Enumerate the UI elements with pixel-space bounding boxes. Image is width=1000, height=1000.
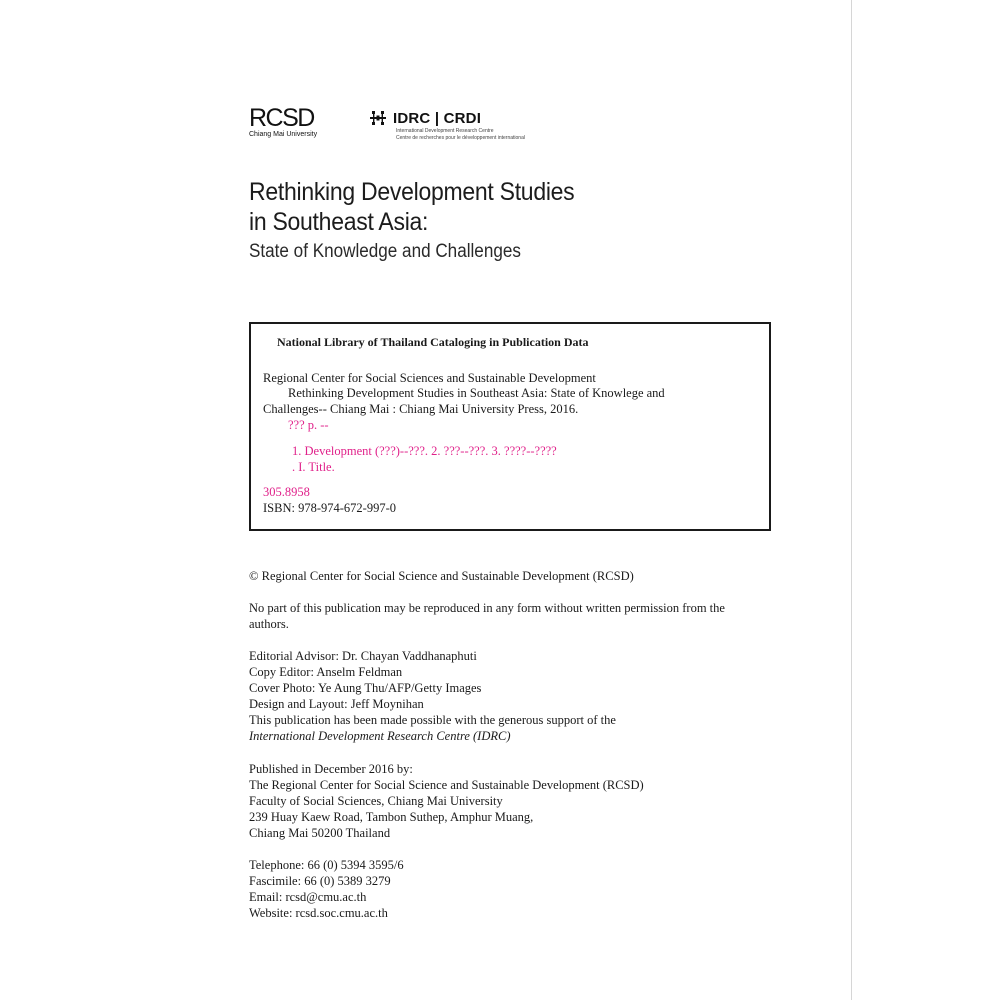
cip-subjects-line-2: . I. Title. — [292, 460, 335, 474]
copyright-notice — [249, 568, 779, 584]
rcsd-logo — [249, 106, 321, 142]
credit-support-org: International Development Research Centre (IDRC) — [249, 729, 511, 743]
cip-title-line-2: Challenges-- Chiang Mai : Chiang Mai University Press, 2016. — [263, 402, 579, 416]
idrc-logo — [369, 108, 549, 150]
book-title — [249, 177, 764, 237]
rights-line-1: No part of this publication may be reproduced in any form without written permission from the — [249, 601, 725, 615]
idrc-subtitle-fr: Centre de recherches pour le développement international — [396, 135, 525, 141]
idrc-logo-mark: IDRC | CRDI — [393, 109, 482, 127]
publisher-address-line-2: Chiang Mai 50200 Thailand — [249, 826, 391, 840]
publisher-address-line-1: 239 Huay Kaew Road, Tambon Suthep, Amphur Muang, — [249, 810, 534, 824]
credits-block — [249, 648, 779, 744]
book-title-line-2: in Southeast Asia: — [249, 208, 429, 236]
book-subtitle: State of Knowledge and Challenges — [249, 241, 521, 262]
credit-editorial-advisor: Editorial Advisor: Dr. Chayan Vaddhanaphuti — [249, 649, 477, 663]
cip-subjects-line-1: 1. Development (???)--???. 2. ???--???. 3. ????--???? — [292, 444, 557, 458]
contact-telephone: Telephone: 66 (0) 5394 3595/6 — [249, 858, 404, 872]
contact-block — [249, 857, 779, 921]
publisher-name: The Regional Center for Social Science and Sustainable Development (RCSD) — [249, 778, 644, 792]
rcsd-logo-subtitle: Chiang Mai University — [249, 131, 318, 138]
contact-fax: Fascimile: 66 (0) 5389 3279 — [249, 874, 391, 888]
cip-isbn: ISBN: 978-974-672-997-0 — [263, 501, 396, 515]
credit-support: This publication has been made possible with the generous support of the — [249, 713, 616, 727]
published-date: Published in December 2016 by: — [249, 762, 413, 776]
cip-heading: National Library of Thailand Cataloging in Publication Data — [277, 335, 589, 349]
cip-title-line-1: Rethinking Development Studies in Southeast Asia: State of Knowlege and — [288, 386, 665, 400]
idrc-subtitle-en: International Development Research Centre — [396, 128, 494, 134]
publisher-faculty: Faculty of Social Sciences, Chiang Mai University — [249, 794, 503, 808]
publisher-block — [249, 761, 779, 841]
copyright-line: © Regional Center for Social Science and Sustainable Development (RCSD) — [249, 569, 634, 583]
rcsd-logo-mark: RCSD — [249, 104, 314, 132]
cip-classification: 305.8958 — [263, 485, 310, 499]
contact-email: Email: rcsd@cmu.ac.th — [249, 890, 367, 904]
contact-website: Website: rcsd.soc.cmu.ac.th — [249, 906, 388, 920]
cataloging-in-publication-box — [249, 322, 771, 531]
credit-copy-editor: Copy Editor: Anselm Feldman — [249, 665, 403, 679]
page-edge — [851, 0, 852, 1000]
cip-author: Regional Center for Social Sciences and Sustainable Development — [263, 371, 596, 385]
credit-cover-photo: Cover Photo: Ye Aung Thu/AFP/Getty Images — [249, 681, 482, 695]
cip-pages: ??? p. -- — [288, 418, 329, 432]
credit-design-layout: Design and Layout: Jeff Moynihan — [249, 697, 424, 711]
rights-line-2: authors. — [249, 617, 289, 631]
rights-notice — [249, 600, 779, 632]
book-title-line-1: Rethinking Development Studies — [249, 178, 575, 206]
idrc-emblem-icon — [369, 109, 387, 127]
